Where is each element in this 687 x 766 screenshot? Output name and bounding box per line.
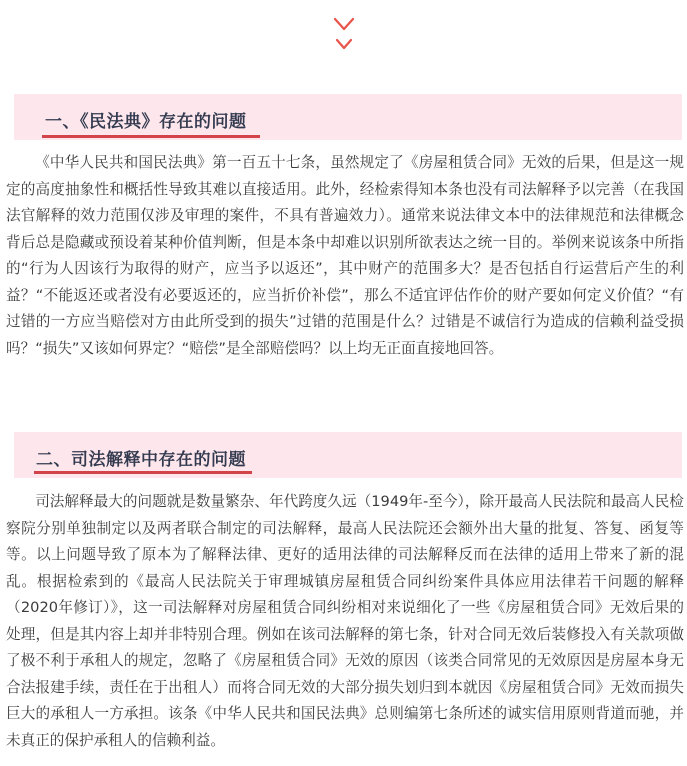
section-2-title: 二、司法解释中存在的问题 (36, 450, 246, 470)
section-2-paragraph: 司法解释最大的问题就是数量繁杂、年代跨度久远（1949年-至今），除开最高人民法院和最高人民检察院分别单独制定以及两者联合制定的司法解释，最高人民法院还会额外出大量的批复、答复、函复等等。以上问题导致了原本为了解释法律、更好的适用法律的司法解释反而在法律的适用上带来了新的混乱。根据检索到的《最高人民法院关于审理城镇房屋租赁合同纠纷案件具体应用法律若干问题的解释（2020年修订）》，这一司法解释对房屋租赁合同纠纷相对来说细化了一些《房屋租赁合同》无效后果的处理，但是其内容上却并非特别合理。例如在该司法解释的第七条，针对合同无效后装修投入有关款项做了极不利于承租人的规定，忽略了《房屋租赁合同》无效的原因（该类合同常见的无效原因是房屋本身无合法报建手续，责任在于出租人）而将合同无效的大部分损失划归到本就因《房屋租赁合同》无效而损失巨大的承租人一方承担。该条《中华人民共和国民法典》总则编第七条所述的诚实信用原则背道而驰，并未真正的保护承租人的信赖利益。 (6, 493, 684, 749)
chevron-lower (337, 40, 351, 48)
double-chevron-down-icon (333, 16, 355, 56)
section-2-title-underline (34, 471, 252, 474)
section-1-paragraph: 《中华人民共和国民法典》第一百五十七条，虽然规定了《房屋租赁合同》无效的后果，但是这一规定的高度抽象性和概括性导致其难以直接适用。此外，经检索得知本条也没有司法解释予以完善（在我国法官解释的效力范围仅涉及审理的案件，不具有普遍效力）。通常来说法律文本中的法律规范和法律概念背后总是隐藏或预设着某种价值判断，但是本条中却难以识别所欲表达之统一目的。举例来说该条中所指的“行为人因该行为取得的财产，应当予以返还”，其中财产的范围多大？是否包括自行运营后产生的利益？“不能返还或者没有必要返还的，应当折价补偿”，那么不适宜评估作价的财产要如何定义价值？“有过错的一方应当赔偿对方由此所受到的损失”过错的范围是什么？过错是不诚信行为造成的信赖利益受损吗？“损失”又该如何界定？“赔偿”是全部赔偿吗？以上均无正面直接地回答。 (6, 154, 684, 357)
section-1-title-underline (42, 135, 260, 138)
section-1-header (14, 94, 682, 140)
section-1-title: 一、《民法典》存在的问题 (45, 112, 247, 132)
chevron-upper (335, 19, 353, 29)
section-2-header (14, 432, 682, 478)
